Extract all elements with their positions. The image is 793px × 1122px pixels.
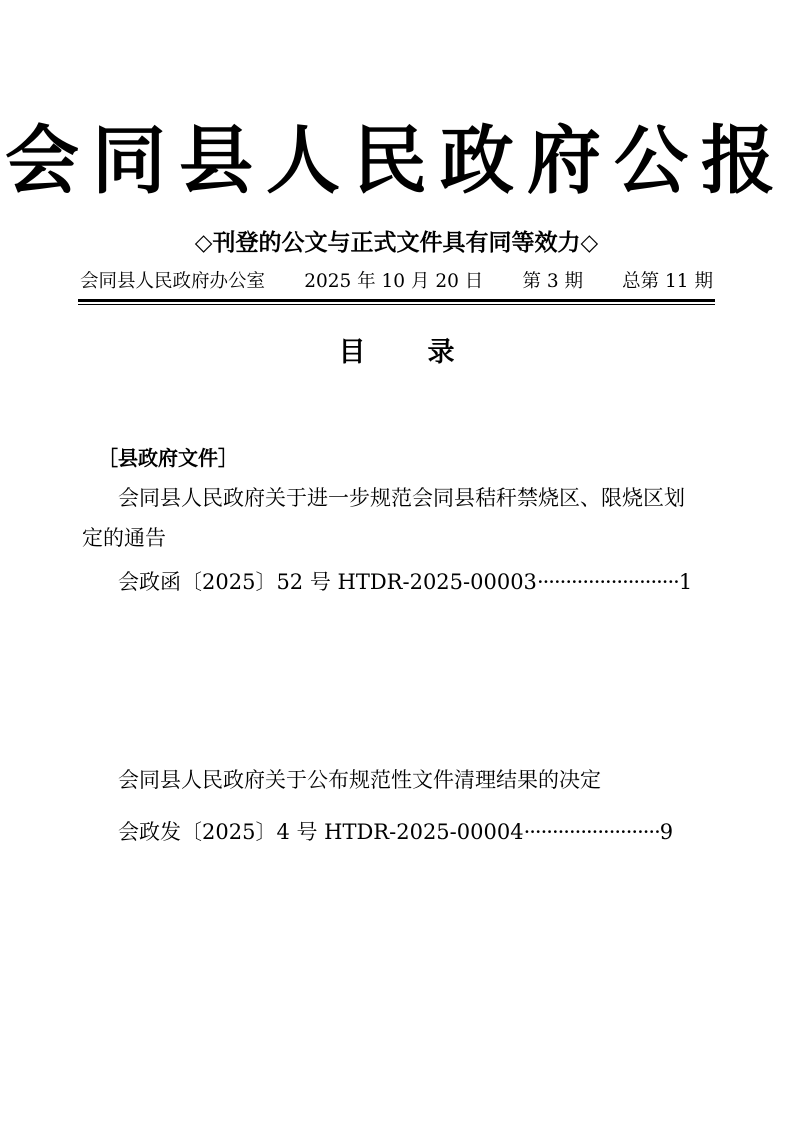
total-issue-number: 总第 11 期 [622, 271, 713, 292]
issue-number: 第 3 期 [522, 271, 583, 292]
publisher: 会同县人民政府办公室 [80, 271, 266, 292]
toc-entry-2-page: 9 [659, 820, 674, 844]
toc-entry-2-reference: 会政发〔2025〕4 号 HTDR-2025-00004 [118, 820, 524, 844]
header-rule-thin [78, 304, 715, 305]
toc-entry-1-reference-line[interactable] [118, 565, 692, 599]
toc-entry-1-page: 1 [678, 570, 693, 594]
toc-entry-1-title-line-1[interactable]: 会同县人民政府关于进一步规范会同县秸秆禁烧区、限烧区划 [118, 486, 685, 510]
issue-info-line [80, 269, 713, 295]
bulletin-slogan: ◇刊登的公文与正式文件具有同等效力◇ [194, 230, 599, 256]
toc-entry-1-reference: 会政函〔2025〕52 号 HTDR-2025-00003 [118, 570, 537, 594]
bulletin-masthead-title: 会同县人民政府公报 [5, 118, 788, 204]
toc-entry-2-title[interactable]: 会同县人民政府关于公布规范性文件清理结果的决定 [118, 768, 601, 792]
toc-section-heading: ［县政府文件］ [98, 446, 238, 470]
toc-title-char-2: 录 [427, 337, 455, 368]
toc-entry-2-reference-line[interactable] [118, 815, 673, 849]
toc-title-char-1: 目 [338, 337, 366, 368]
issue-date: 2025 年 10 月 20 日 [304, 271, 484, 292]
toc-entry-1-leader: ························· [536, 570, 679, 594]
toc-entry-1-title-line-2[interactable]: 定的通告 [82, 526, 166, 550]
header-rule-thick [78, 299, 715, 302]
toc-entry-2-leader: ························ [523, 820, 660, 844]
toc-title [0, 333, 793, 373]
